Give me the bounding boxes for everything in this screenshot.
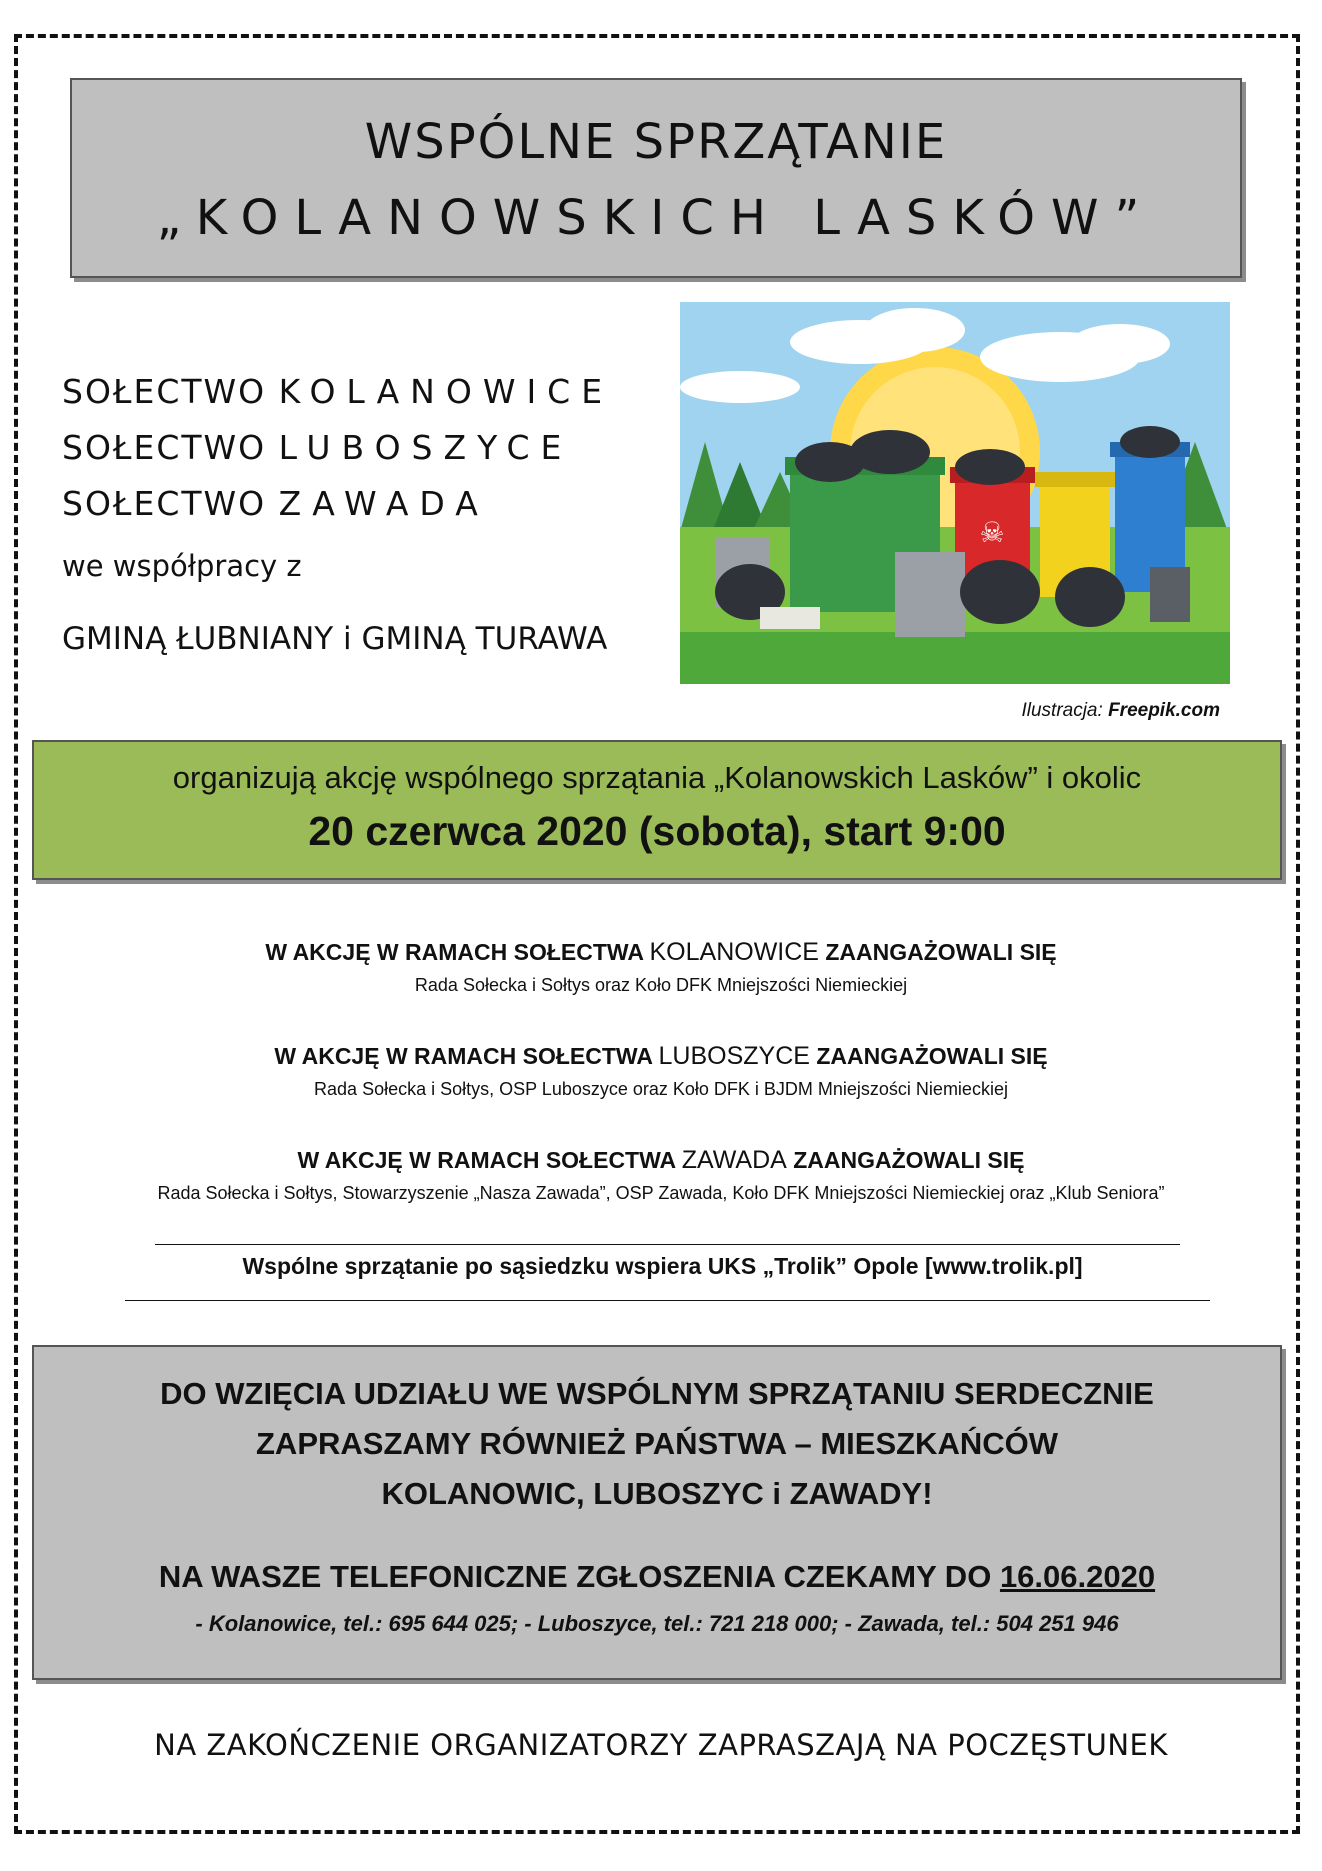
- divider-bottom: [125, 1300, 1210, 1301]
- heading-suffix: ZAANGAŻOWALI SIĘ: [816, 1043, 1048, 1069]
- event-banner: [32, 740, 1282, 880]
- organizers-block: [62, 372, 692, 657]
- support-note: Wspólne sprzątanie po sąsiedzku wspiera UKS „Trolik” Opole [www.trolik.pl]: [242, 1253, 1083, 1279]
- invitation-line: KOLANOWIC, LUBOSZYC i ZAWADY!: [381, 1476, 933, 1511]
- invitation-line: DO WZIĘCIA UDZIAŁU WE WSPÓLNYM SPRZĄTANIU SERDECZNIE: [160, 1376, 1154, 1411]
- title-line-2: „KOLANOWSKICH LASKÓW”: [156, 190, 1156, 246]
- title-banner: [70, 78, 1242, 278]
- deadline-date: 16.06.2020: [999, 1559, 1156, 1594]
- closing-note: NA ZAKOŃCZENIE ORGANIZATORZY ZAPRASZAJĄ NA POCZĘSTUNEK: [154, 1728, 1168, 1762]
- heading-place: KOLANOWICE: [649, 938, 819, 966]
- solectwo-kolanowice: [62, 372, 692, 411]
- section-zawada: [40, 1146, 1282, 1204]
- solectwo-prefix: SOŁECTWO: [62, 372, 267, 411]
- divider-top: [155, 1244, 1180, 1245]
- solectwo-name: KOLANOWICE: [278, 372, 614, 411]
- heading-prefix: W AKCJĘ W RAMACH SOŁECTWA: [274, 1043, 653, 1069]
- heading-place: ZAWADA: [681, 1146, 787, 1174]
- illustration-svg: [680, 302, 1230, 684]
- credit-label: Ilustracja:: [1021, 700, 1103, 721]
- solectwo-prefix: SOŁECTWO: [62, 484, 267, 523]
- solectwo-name: ZAWADA: [278, 484, 489, 523]
- section-members: Rada Sołecka i Sołtys oraz Koło DFK Mniejszości Niemieckiej: [414, 975, 908, 995]
- event-description: organizują akcję wspólnego sprzątania „Kolanowskich Lasków” i okolic: [172, 760, 1142, 795]
- invitation-text: [34, 1369, 1280, 1519]
- deadline-text: NA WASZE TELEFONICZNE ZGŁOSZENIA CZEKAMY DO: [158, 1559, 992, 1594]
- heading-suffix: ZAANGAŻOWALI SIĘ: [825, 939, 1057, 965]
- title-line-1: WSPÓLNE SPRZĄTANIE: [364, 114, 948, 170]
- event-date: 20 czerwca 2020 (sobota), start 9:00: [308, 808, 1006, 854]
- solectwo-name: LUBOSZYCE: [278, 428, 573, 467]
- trash-bins-illustration: [680, 302, 1230, 684]
- credit-source: Freepik.com: [1108, 700, 1220, 721]
- section-members: Rada Sołecka i Sołtys, OSP Luboszyce oraz Koło DFK i BJDM Mniejszości Niemieckiej: [314, 1079, 1008, 1099]
- heading-suffix: ZAANGAŻOWALI SIĘ: [793, 1147, 1025, 1173]
- solectwo-zawada: [62, 484, 692, 523]
- solectwo-prefix: SOŁECTWO: [62, 428, 267, 467]
- section-heading: [40, 1042, 1282, 1071]
- solectwo-luboszyce: [62, 428, 692, 467]
- section-luboszyce: [40, 1042, 1282, 1100]
- heading-prefix: W AKCJĘ W RAMACH SOŁECTWA: [297, 1147, 676, 1173]
- section-heading: [40, 938, 1282, 967]
- illustration-credit: [980, 700, 1220, 722]
- section-heading: [40, 1146, 1282, 1175]
- invitation-box: [32, 1345, 1282, 1680]
- phone-numbers: - Kolanowice, tel.: 695 644 025; - Luboszyce, tel.: 721 218 000; - Zawada, tel.: 504 251 946: [195, 1611, 1119, 1636]
- cooperation-text: we współpracy z: [62, 549, 302, 583]
- section-kolanowice: [40, 938, 1282, 996]
- gminy-text: GMINĄ ŁUBNIANY i GMINĄ TURAWA: [62, 621, 608, 657]
- heading-place: LUBOSZYCE: [658, 1042, 810, 1070]
- registration-deadline: [34, 1559, 1280, 1595]
- invitation-line: ZAPRASZAMY RÓWNIEŻ PAŃSTWA – MIESZKAŃCÓW: [256, 1426, 1058, 1461]
- heading-prefix: W AKCJĘ W RAMACH SOŁECTWA: [265, 939, 644, 965]
- section-members: Rada Sołecka i Sołtys, Stowarzyszenie „Nasza Zawada”, OSP Zawada, Koło DFK Mniejszości Niemieckiej oraz „Klub Seniora”: [157, 1183, 1165, 1203]
- svg-text:☠: ☠: [979, 516, 1005, 549]
